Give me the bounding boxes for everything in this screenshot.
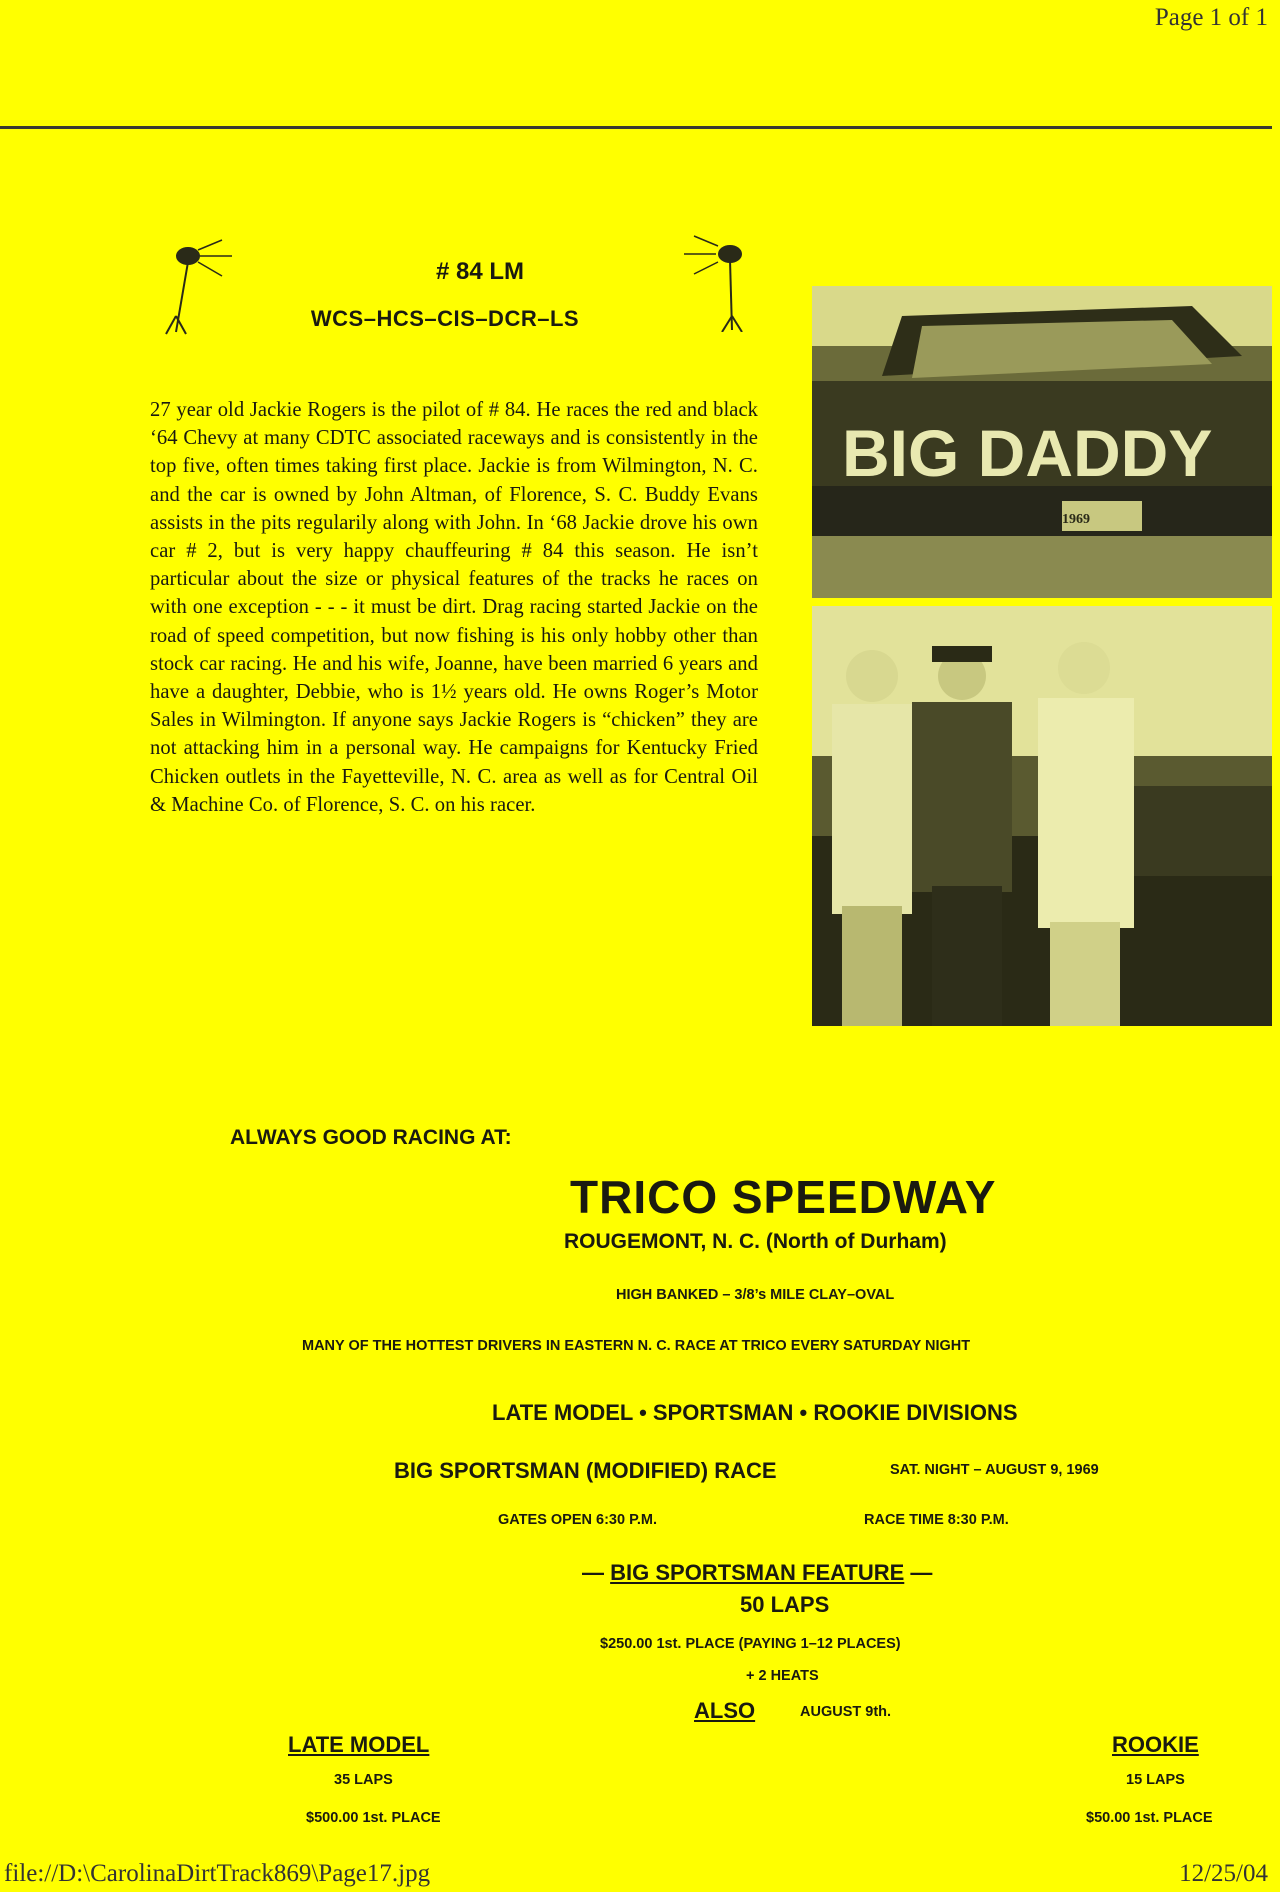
car-lettering: BIG DADDY bbox=[842, 416, 1213, 490]
feature-laps: 50 LAPS bbox=[740, 1592, 830, 1617]
rookie-prize: $50.00 1st. PLACE bbox=[1086, 1810, 1213, 1826]
also-label: ALSO bbox=[694, 1698, 756, 1723]
late-model-prize: $500.00 1st. PLACE bbox=[306, 1810, 441, 1826]
driver-story: 27 year old Jackie Rogers is the pilot of # 84. He races the red and black ‘64 Chevy at many CDTC associated raceways and is consistently in the top five, often times taking first place. Jackie is from Wilmington, N. C. and the car is owned by John Altman, of Florence, S. C. Buddy Evans assists in the pits regularily along with John. In ‘68 Jackie drove his own car # 2, but is very happy chauffeuring # 84 this season. He isn’t particular about the size or physical features of the tracks he races on with one exception - - - it must be dirt. Drag racing started Jackie on the road of speed competition, but now fishing is his only hobby other than stock car racing. He and his wife, Joanne, have been married 6 years and have a daughter, Debbie, who is 1½ years old. He owns Roger’s Motor Sales in Wilmington. If anyone says Jackie Rogers is “chicken” they are not attacking him in a personal way. He campaigns for Kentucky Fried Chicken outlets in the Fayetteville, N. C. area as well as for Central Oil & Machine Co. of Florence, S. C. on his racer. bbox=[150, 399, 758, 816]
rookie-title: ROOKIE bbox=[1112, 1732, 1199, 1757]
page-counter: Page 1 of 1 bbox=[1154, 4, 1268, 31]
race-date: SAT. NIGHT – AUGUST 9, 1969 bbox=[890, 1462, 1099, 1478]
top-rule bbox=[0, 126, 1272, 129]
late-model-title: LATE MODEL bbox=[288, 1732, 430, 1757]
race-time: RACE TIME 8:30 P.M. bbox=[864, 1512, 1009, 1528]
feature-label: BIG SPORTSMAN FEATURE bbox=[610, 1560, 905, 1585]
crew-photo bbox=[812, 606, 1272, 1026]
car-photo bbox=[812, 286, 1272, 598]
track-description: HIGH BANKED – 3/8’s MILE CLAY–OVAL bbox=[616, 1287, 895, 1303]
late-model-laps: 35 LAPS bbox=[334, 1772, 393, 1788]
car-number-heading: # 84 LM bbox=[435, 258, 525, 285]
license-plate: 1969 bbox=[1062, 512, 1090, 527]
drivers-note: MANY OF THE HOTTEST DRIVERS IN EASTERN N. C. RACE AT TRICO EVERY SATURDAY NIGHT bbox=[302, 1338, 971, 1354]
spotlight-left-icon bbox=[160, 236, 240, 336]
feature-title: — BIG SPORTSMAN FEATURE — bbox=[582, 1560, 933, 1585]
big-race-title: BIG SPORTSMAN (MODIFIED) RACE bbox=[394, 1458, 777, 1483]
always-good-racing: ALWAYS GOOD RACING AT: bbox=[230, 1126, 512, 1149]
feature-prize: $250.00 1st. PLACE (PAYING 1–12 PLACES) bbox=[600, 1636, 901, 1652]
track-name: TRICO SPEEDWAY bbox=[570, 1171, 997, 1223]
spotlight-right-icon bbox=[676, 232, 756, 332]
print-date: 12/25/04 bbox=[1179, 1860, 1268, 1887]
track-location: ROUGEMONT, N. C. (North of Durham) bbox=[564, 1230, 947, 1253]
file-path: file://D:\CarolinaDirtTrack869\Page17.jpg bbox=[4, 1860, 431, 1887]
also-date: AUGUST 9th. bbox=[800, 1704, 892, 1720]
circuits-heading: WCS–HCS–CIS–DCR–LS bbox=[310, 306, 580, 331]
heats: + 2 HEATS bbox=[746, 1668, 819, 1684]
divisions: LATE MODEL • SPORTSMAN • ROOKIE DIVISIONS bbox=[492, 1400, 1018, 1425]
rookie-laps: 15 LAPS bbox=[1126, 1772, 1185, 1788]
gates-open: GATES OPEN 6:30 P.M. bbox=[498, 1512, 658, 1528]
